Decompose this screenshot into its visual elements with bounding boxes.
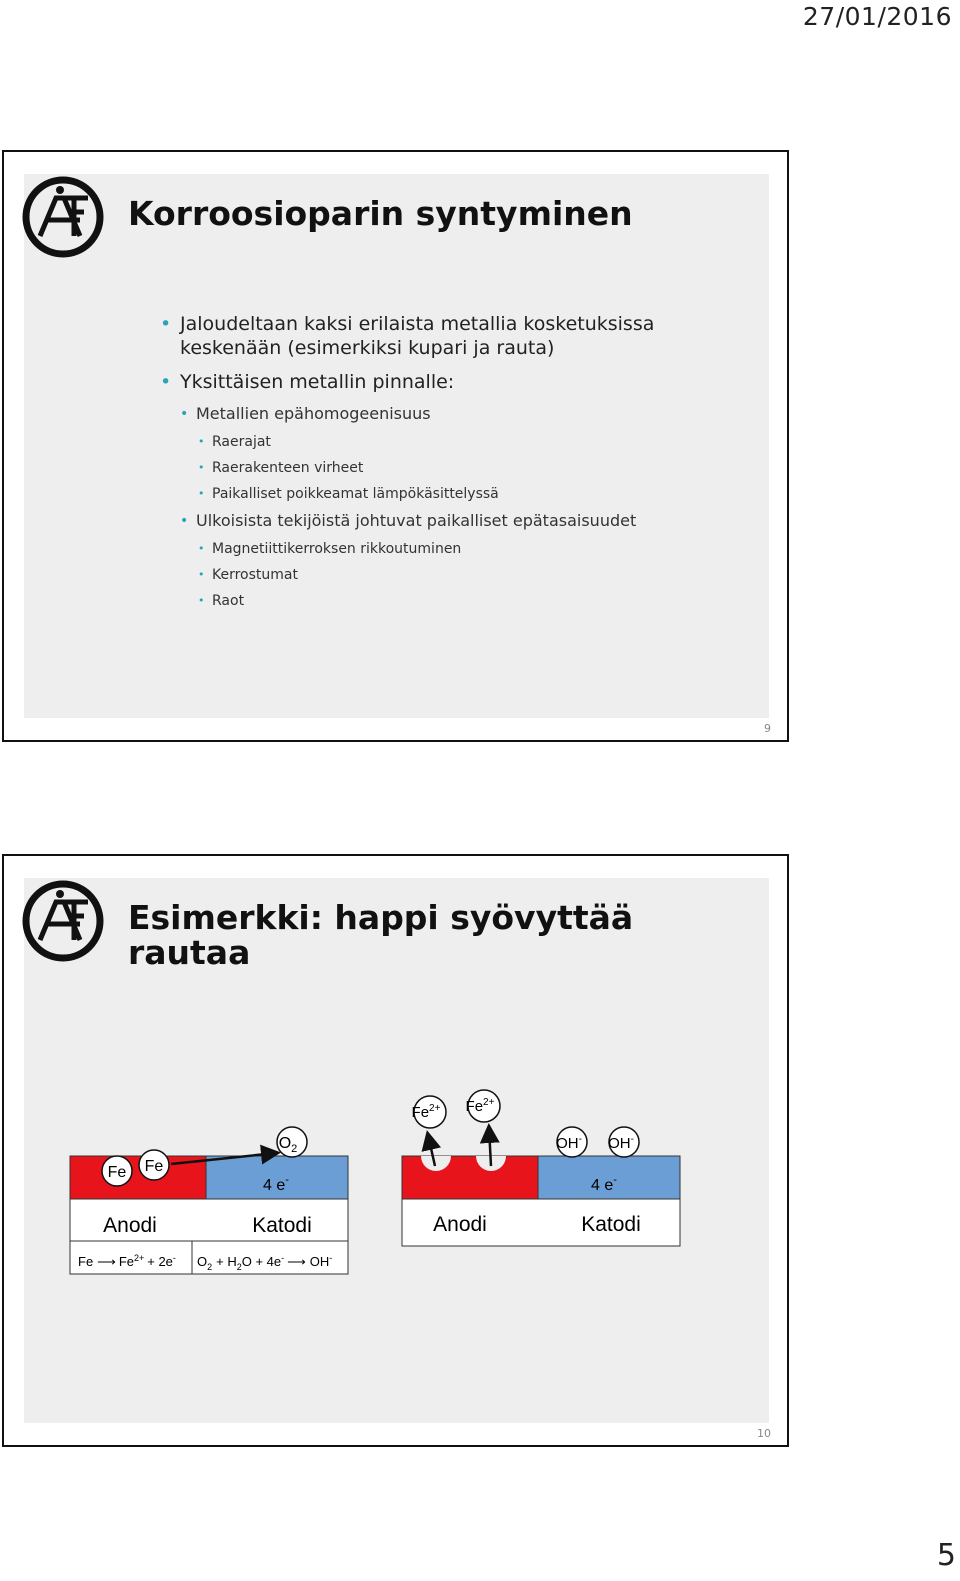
fe-label: Fe: [107, 1164, 127, 1181]
cathode-equation: $O_2 + H_2O + 4e^-$ ⟶ OH-: [197, 1253, 333, 1272]
cathode-label: Katodi: [581, 1213, 641, 1236]
bullet-item: • Raerakenteen virheet: [160, 459, 760, 477]
fe-ion-label: $Fe^{2+}$: [411, 1103, 441, 1121]
fe-label: Fe: [144, 1158, 164, 1175]
bullet-item: • Raot: [160, 592, 760, 610]
diagram-right: [402, 1090, 680, 1246]
slide-title: Esimerkki: happi syövyttää rautaa: [128, 898, 634, 972]
anode-block: [402, 1156, 538, 1199]
bullet-item: • Jaloudeltaan kaksi erilaista metallia kosketuksissa keskenään (esimerkiksi kupari ja rauta): [160, 312, 760, 360]
cathode-label: Katodi: [252, 1214, 312, 1237]
slide-number: 9: [764, 722, 771, 735]
bullet-item: • Magnetiittikerroksen rikkoutuminen: [160, 540, 760, 558]
anode-equation: Fe ⟶ $Fe^{2+} + 2e^-$: [78, 1253, 176, 1269]
anode-label: Anodi: [433, 1213, 487, 1236]
bullet-item: • Yksittäisen metallin pinnalle:: [160, 370, 760, 394]
corrosion-diagram: [4, 856, 789, 1445]
o2-label: $O_2$: [278, 1135, 298, 1155]
slide-title: Korroosioparin syntyminen: [128, 194, 633, 233]
electron-label: 4 e-: [591, 1174, 617, 1194]
slide-9: [2, 150, 789, 742]
electron-label: 4 e-: [263, 1174, 289, 1194]
bullet-item: • Metallien epähomogeenisuus: [160, 404, 760, 424]
slide-number: 10: [757, 1427, 771, 1440]
logo-icon: [22, 176, 104, 258]
slide-10: [2, 854, 789, 1447]
bullet-item: • Ulkoisista tekijöistä johtuvat paikalliset epätasaisuudet: [160, 511, 760, 531]
bullet-item: • Paikalliset poikkeamat lämpökäsittelyssä: [160, 485, 760, 503]
page-number: 5: [936, 1538, 956, 1573]
oh-label: OH-: [556, 1134, 582, 1152]
diagram-left: [70, 1127, 348, 1274]
anode-label: Anodi: [103, 1214, 157, 1237]
fe-ion-label: $Fe^{2+}$: [465, 1097, 495, 1115]
oh-label: OH-: [608, 1134, 634, 1152]
bullet-item: • Kerrostumat: [160, 566, 760, 584]
bullet-item: • Raerajat: [160, 433, 760, 451]
bullet-list: [160, 312, 760, 618]
document-date: 27/01/2016: [802, 2, 952, 31]
